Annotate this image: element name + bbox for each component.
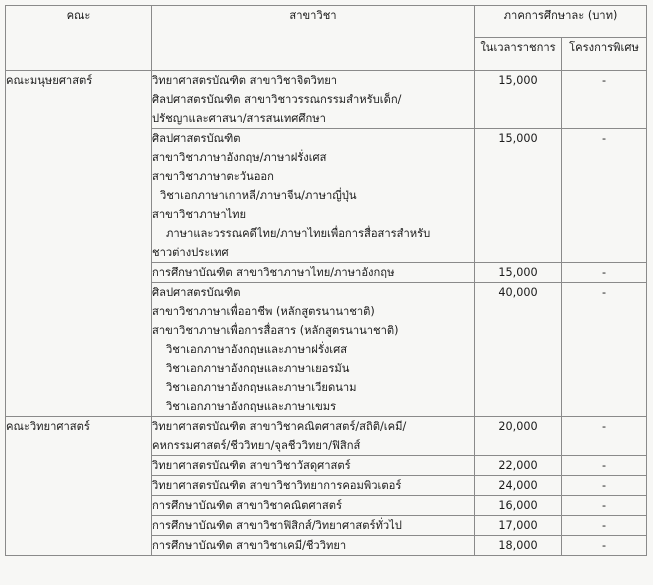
faculty-science: คณะวิทยาศาสตร์	[6, 417, 152, 556]
major-line: ภาษาและวรรณคดีไทย/ภาษาไทยเพื่อการสื่อสารสำหรับ	[166, 227, 431, 240]
fee-regular: 15,000	[475, 71, 562, 129]
tuition-fee-table	[5, 5, 647, 556]
fee-special: -	[562, 496, 647, 516]
fee-special: -	[562, 456, 647, 476]
fee-regular: 15,000	[475, 263, 562, 283]
major-line: การศึกษาบัณฑิต สาขาวิชาเคมี/ชีววิทยา	[152, 539, 347, 552]
table-row	[6, 71, 647, 129]
major-line: ศิลปศาสตรบัณฑิต	[152, 132, 241, 145]
major-line: วิชาเอกภาษาเกาหลี/ภาษาจีน/ภาษาญี่ปุ่น	[160, 189, 357, 202]
header-major: สาขาวิชา	[152, 6, 475, 71]
major-cell	[152, 456, 475, 476]
fee-special: -	[562, 129, 647, 263]
major-line: วิทยาศาสตรบัณฑิต สาขาวิชาวัสดุศาสตร์	[152, 459, 351, 472]
major-line: สาขาวิชาภาษาตะวันออก	[152, 170, 274, 183]
fee-special: -	[562, 536, 647, 556]
major-cell	[152, 496, 475, 516]
major-line: สาขาวิชาภาษาเพื่ออาชีพ (หลักสูตรนานาชาติ)	[152, 305, 375, 318]
fee-regular: 18,000	[475, 536, 562, 556]
fee-special: -	[562, 417, 647, 456]
major-cell	[152, 536, 475, 556]
fee-special: -	[562, 476, 647, 496]
fee-special: -	[562, 516, 647, 536]
fee-special: -	[562, 283, 647, 417]
major-line: สาขาวิชาภาษาเพื่อการสื่อสาร (หลักสูตรนานาชาติ)	[152, 324, 399, 337]
major-cell	[152, 71, 475, 129]
header-special: โครงการพิเศษ	[562, 38, 647, 71]
major-cell	[152, 129, 475, 263]
fee-regular: 15,000	[475, 129, 562, 263]
major-cell	[152, 516, 475, 536]
major-line: สาขาวิชาภาษาอังกฤษ/ภาษาฝรั่งเศส	[152, 151, 327, 164]
major-line: วิชาเอกภาษาอังกฤษและภาษาเยอรมัน	[166, 362, 350, 375]
major-line: การศึกษาบัณฑิต สาขาวิชาคณิตศาสตร์	[152, 499, 342, 512]
fee-regular: 22,000	[475, 456, 562, 476]
major-line: ศิลปศาสตรบัณฑิต	[152, 286, 241, 299]
major-line: วิชาเอกภาษาอังกฤษและภาษาเขมร	[166, 400, 337, 413]
fee-special: -	[562, 71, 647, 129]
major-line: ปรัชญาและศาสนา/สารสนเทศศึกษา	[152, 112, 326, 125]
fee-regular: 24,000	[475, 476, 562, 496]
fee-regular: 17,000	[475, 516, 562, 536]
major-line: คหกรรมศาสตร์/ชีววิทยา/จุลชีววิทยา/ฟิสิกส์	[152, 439, 361, 452]
major-line: วิทยาศาสตรบัณฑิต สาขาวิชาวิทยาการคอมพิวเตอร์	[152, 479, 402, 492]
major-line: ชาวต่างประเทศ	[152, 246, 229, 259]
table-row	[6, 417, 647, 456]
fee-special: -	[562, 263, 647, 283]
major-line: วิทยาศาสตรบัณฑิต สาขาวิชาคณิตศาสตร์/สถิติ/เคมี/	[152, 420, 407, 433]
major-line: ศิลปศาสตรบัณฑิต สาขาวิชาวรรณกรรมสำหรับเด็ก/	[152, 93, 402, 106]
major-line: วิชาเอกภาษาอังกฤษและภาษาเวียดนาม	[166, 381, 357, 394]
faculty-humanities: คณะมนุษยศาสตร์	[6, 71, 152, 417]
major-line: สาขาวิชาภาษาไทย	[152, 208, 247, 221]
fee-regular: 16,000	[475, 496, 562, 516]
header-faculty: คณะ	[6, 6, 152, 71]
header-regular: ในเวลาราชการ	[475, 38, 562, 71]
fee-regular: 20,000	[475, 417, 562, 456]
fee-regular: 40,000	[475, 283, 562, 417]
major-line: วิชาเอกภาษาอังกฤษและภาษาฝรั่งเศส	[166, 343, 348, 356]
major-cell	[152, 417, 475, 456]
major-cell	[152, 263, 475, 283]
major-line: การศึกษาบัณฑิต สาขาวิชาภาษาไทย/ภาษาอังกฤษ	[152, 266, 395, 279]
major-cell	[152, 476, 475, 496]
major-cell	[152, 283, 475, 417]
major-line: วิทยาศาสตรบัณฑิต สาขาวิชาจิตวิทยา	[152, 74, 338, 87]
major-line: การศึกษาบัณฑิต สาขาวิชาฟิสิกส์/วิทยาศาสตร์ทั่วไป	[152, 519, 402, 532]
header-fee-group: ภาคการศึกษาละ (บาท)	[475, 6, 647, 38]
